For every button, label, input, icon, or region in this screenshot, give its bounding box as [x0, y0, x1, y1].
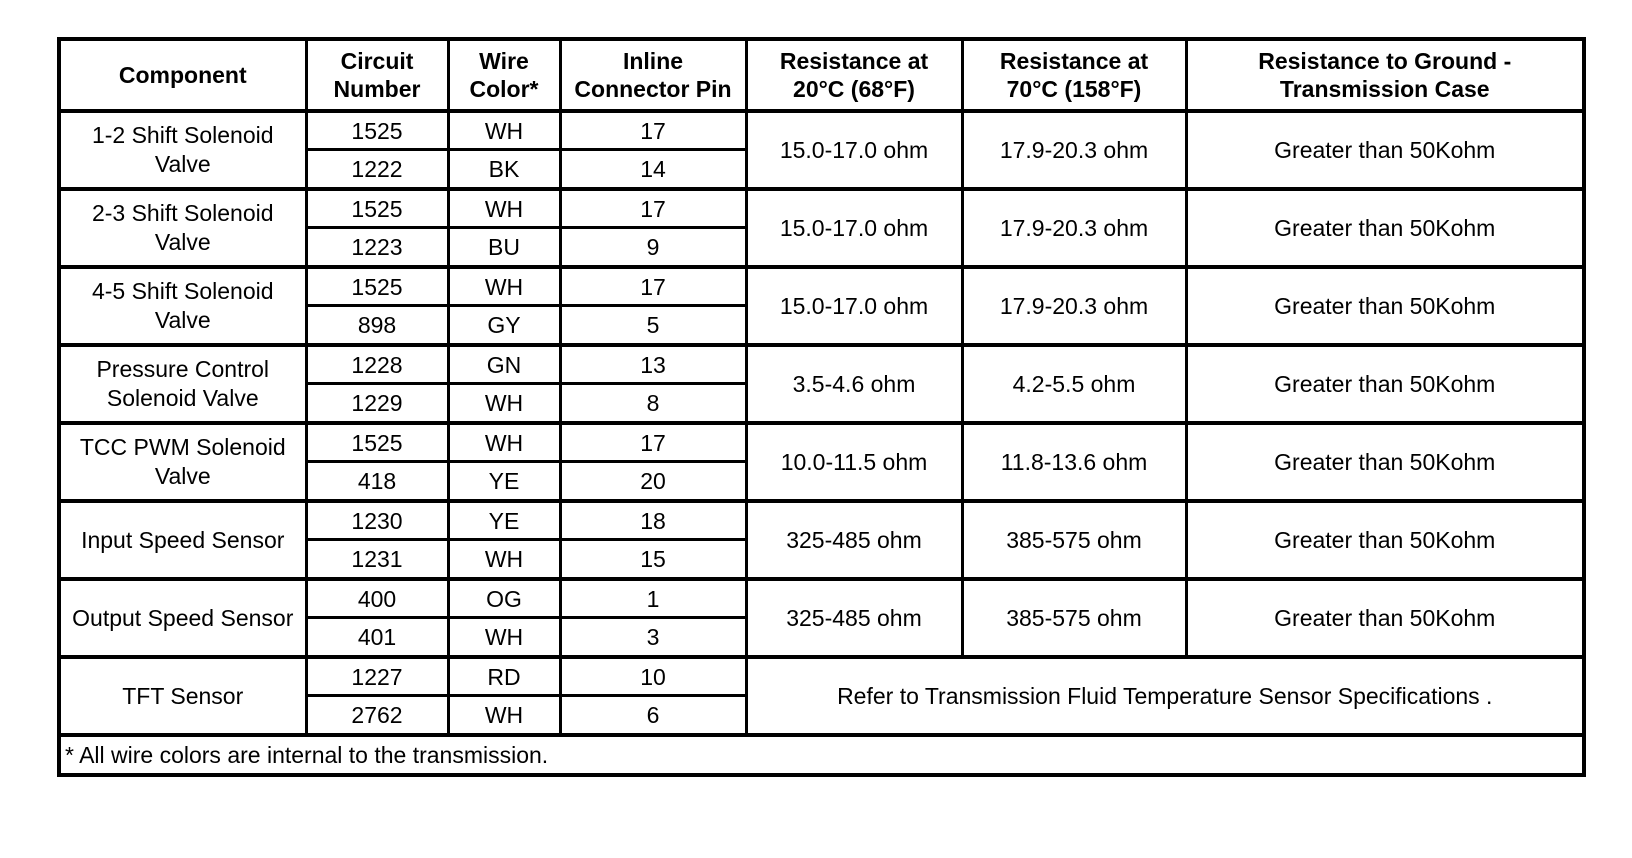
- resistance-20c-cell: 325-485 ohm: [746, 579, 962, 657]
- resistance-20c-cell: 3.5-4.6 ohm: [746, 345, 962, 423]
- connector-pin-cell: 14: [560, 150, 746, 190]
- header-resistance-ground: Resistance to Ground - Transmission Case: [1186, 39, 1584, 111]
- circuit-number-cell: 1525: [306, 267, 448, 306]
- connector-pin-cell: 1: [560, 579, 746, 618]
- connector-pin-cell: 20: [560, 462, 746, 502]
- circuit-number-cell: 2762: [306, 696, 448, 736]
- connector-pin-cell: 10: [560, 657, 746, 696]
- circuit-number-cell: 1231: [306, 540, 448, 580]
- resistance-ground-cell: Greater than 50Kohm: [1186, 423, 1584, 501]
- wire-color-cell: WH: [448, 540, 560, 580]
- wire-color-cell: GN: [448, 345, 560, 384]
- resistance-70c-cell: 17.9-20.3 ohm: [962, 267, 1186, 345]
- header-circuit-number: Circuit Number: [306, 39, 448, 111]
- header-wire-color: Wire Color*: [448, 39, 560, 111]
- connector-pin-cell: 6: [560, 696, 746, 736]
- wire-color-cell: WH: [448, 384, 560, 424]
- wire-color-cell: BU: [448, 228, 560, 268]
- wire-color-cell: WH: [448, 189, 560, 228]
- circuit-number-cell: 1228: [306, 345, 448, 384]
- connector-pin-cell: 18: [560, 501, 746, 540]
- wire-color-cell: YE: [448, 501, 560, 540]
- resistance-ground-cell: Greater than 50Kohm: [1186, 111, 1584, 189]
- resistance-70c-cell: 385-575 ohm: [962, 579, 1186, 657]
- circuit-number-cell: 418: [306, 462, 448, 502]
- resistance-ground-cell: Greater than 50Kohm: [1186, 501, 1584, 579]
- component-cell: Pressure Control Solenoid Valve: [59, 345, 306, 423]
- header-resistance-70c: Resistance at 70°C (158°F): [962, 39, 1186, 111]
- header-component: Component: [59, 39, 306, 111]
- resistance-70c-cell: 11.8-13.6 ohm: [962, 423, 1186, 501]
- connector-pin-cell: 3: [560, 618, 746, 658]
- resistance-ground-cell: Greater than 50Kohm: [1186, 267, 1584, 345]
- table-row: [59, 501, 1584, 540]
- connector-pin-cell: 5: [560, 306, 746, 346]
- wire-color-cell: RD: [448, 657, 560, 696]
- footnote: * All wire colors are internal to the transmission.: [59, 735, 1584, 775]
- table-row: [59, 423, 1584, 462]
- circuit-number-cell: 401: [306, 618, 448, 658]
- component-cell: TFT Sensor: [59, 657, 306, 735]
- spec-table: [57, 37, 1586, 777]
- resistance-ground-cell: Greater than 50Kohm: [1186, 189, 1584, 267]
- header-connector-pin: Inline Connector Pin: [560, 39, 746, 111]
- circuit-number-cell: 1222: [306, 150, 448, 190]
- connector-pin-cell: 17: [560, 267, 746, 306]
- resistance-70c-cell: 4.2-5.5 ohm: [962, 345, 1186, 423]
- wire-color-cell: WH: [448, 111, 560, 150]
- table-row: [59, 579, 1584, 618]
- header-row: [59, 39, 1584, 111]
- header-resistance-20c: Resistance at 20°C (68°F): [746, 39, 962, 111]
- table-row: [59, 111, 1584, 150]
- circuit-number-cell: 1229: [306, 384, 448, 424]
- wire-color-cell: WH: [448, 267, 560, 306]
- resistance-70c-cell: 17.9-20.3 ohm: [962, 111, 1186, 189]
- connector-pin-cell: 13: [560, 345, 746, 384]
- connector-pin-cell: 17: [560, 423, 746, 462]
- circuit-number-cell: 1227: [306, 657, 448, 696]
- circuit-number-cell: 1230: [306, 501, 448, 540]
- resistance-20c-cell: 15.0-17.0 ohm: [746, 111, 962, 189]
- component-cell: TCC PWM Solenoid Valve: [59, 423, 306, 501]
- resistance-ground-cell: Greater than 50Kohm: [1186, 345, 1584, 423]
- resistance-ground-cell: Greater than 50Kohm: [1186, 579, 1584, 657]
- component-cell: 1-2 Shift Solenoid Valve: [59, 111, 306, 189]
- circuit-number-cell: 1525: [306, 189, 448, 228]
- footnote-row: [59, 735, 1584, 775]
- table-row: [59, 267, 1584, 306]
- component-cell: 2-3 Shift Solenoid Valve: [59, 189, 306, 267]
- wire-color-cell: WH: [448, 618, 560, 658]
- wire-color-cell: BK: [448, 150, 560, 190]
- spec-note-cell: Refer to Transmission Fluid Temperature Sensor Specifications .: [746, 657, 1584, 735]
- connector-pin-cell: 17: [560, 111, 746, 150]
- connector-pin-cell: 15: [560, 540, 746, 580]
- wire-color-cell: OG: [448, 579, 560, 618]
- connector-pin-cell: 9: [560, 228, 746, 268]
- circuit-number-cell: 1525: [306, 111, 448, 150]
- wire-color-cell: WH: [448, 696, 560, 736]
- circuit-number-cell: 1525: [306, 423, 448, 462]
- table-row: [59, 657, 1584, 696]
- circuit-number-cell: 400: [306, 579, 448, 618]
- resistance-20c-cell: 15.0-17.0 ohm: [746, 189, 962, 267]
- wire-color-cell: GY: [448, 306, 560, 346]
- resistance-20c-cell: 15.0-17.0 ohm: [746, 267, 962, 345]
- table-row: [59, 345, 1584, 384]
- component-cell: Input Speed Sensor: [59, 501, 306, 579]
- resistance-70c-cell: 385-575 ohm: [962, 501, 1186, 579]
- table-row: [59, 189, 1584, 228]
- table-body: [59, 111, 1584, 775]
- resistance-70c-cell: 17.9-20.3 ohm: [962, 189, 1186, 267]
- connector-pin-cell: 8: [560, 384, 746, 424]
- circuit-number-cell: 898: [306, 306, 448, 346]
- resistance-20c-cell: 325-485 ohm: [746, 501, 962, 579]
- component-cell: 4-5 Shift Solenoid Valve: [59, 267, 306, 345]
- wire-color-cell: WH: [448, 423, 560, 462]
- wire-color-cell: YE: [448, 462, 560, 502]
- circuit-number-cell: 1223: [306, 228, 448, 268]
- resistance-20c-cell: 10.0-11.5 ohm: [746, 423, 962, 501]
- component-cell: Output Speed Sensor: [59, 579, 306, 657]
- connector-pin-cell: 17: [560, 189, 746, 228]
